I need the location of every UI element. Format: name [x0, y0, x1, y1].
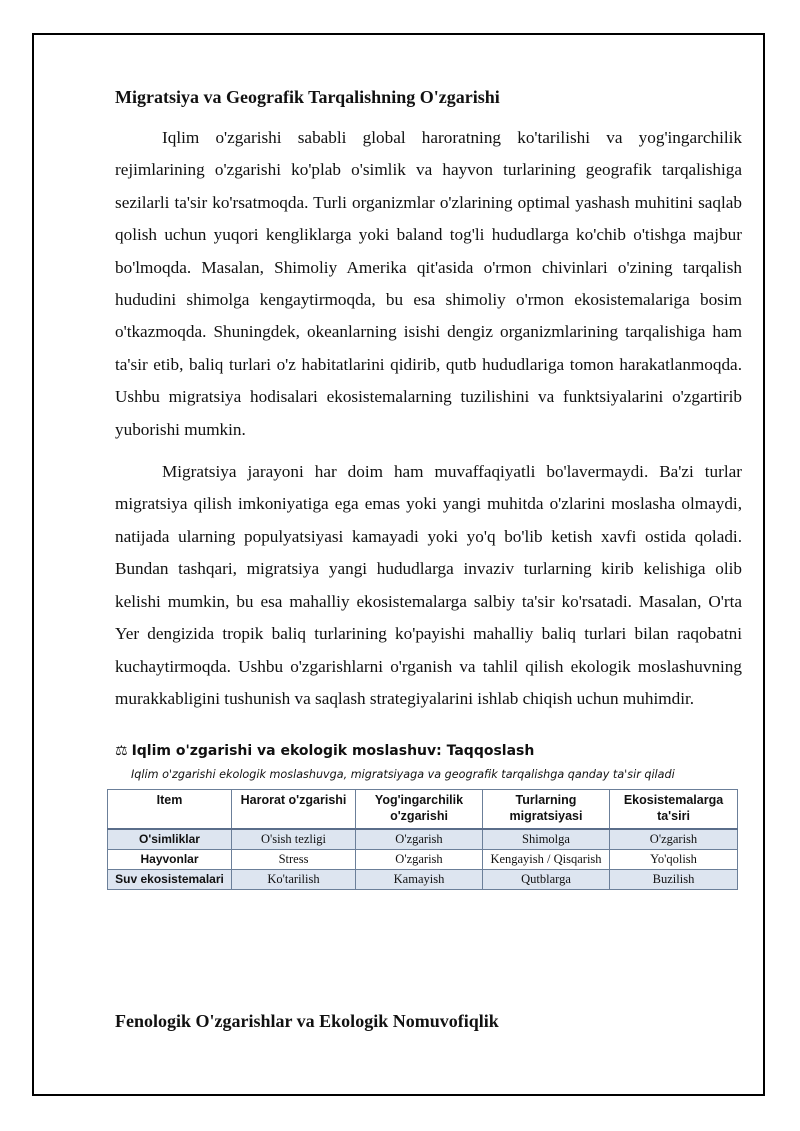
table-header-cell: Harorat o'zgarishi — [232, 790, 356, 830]
table-cell: Stress — [232, 850, 356, 870]
table-cell: O'sish tezligi — [232, 829, 356, 850]
scale-icon: ⚖ — [115, 743, 128, 760]
table-cell: Kamayish — [356, 870, 483, 890]
table-row — [108, 870, 738, 890]
table-cell: O'zgarish — [356, 850, 483, 870]
table-cell: Kengayish / Qisqarish — [483, 850, 610, 870]
table-row-header: O'simliklar — [108, 829, 232, 850]
table-cell: O'zgarish — [610, 829, 738, 850]
table-row-header: Hayvonlar — [108, 850, 232, 870]
table-header-cell: Item — [108, 790, 232, 830]
table-cell: Shimolga — [483, 829, 610, 850]
document-body — [115, 85, 742, 1031]
table-header-row — [108, 790, 738, 830]
table-cell: Buzilish — [610, 870, 738, 890]
paragraph: Iqlim o'zgarishi sababli global haroratning ko'tarilishi va yog'ingarchilik rejimlarining o'zgarishi ko'plab o'simlik va hayvon turlarining geografik tarqalishiga sezilarli ta'sir ko'rsatmoqda. Turli organizmlar o'zlarining optimal yashash muhitini saqlab qolish uchun yuqori kengliklarga yoki baland tog'li hududlarga ko'chib o'tishga majbur bo'lmoqda. Masalan, Shimoliy Amerika qit'asida o'rmon chivinlari o'zining tarqalish hududini shimolga kengaytirmoqda, bu esa shimoliy o'rmon ekosistemalariga bosim o'tkazmoqda. Shuningdek, okeanlarning isishi dengiz organizmlarining tarqalishiga ham ta'sir etib, baliq turlari o'z habitatlarini qidirib, qutb hududlariga tomon harakatlanmoqda. Ushbu migratsiya hodisalari ekosistemalarning tuzilishini va funktsiyalarini o'zgartirib yuborishi mumkin. — [115, 128, 742, 439]
table-header-cell: Turlarning migratsiyasi — [483, 790, 610, 830]
table-cell: O'zgarish — [356, 829, 483, 850]
table-cell: Qutblarga — [483, 870, 610, 890]
table-title — [115, 741, 742, 761]
paragraph: Migratsiya jarayoni har doim ham muvaffaqiyatli bo'lavermaydi. Ba'zi turlar migratsiya qilish imkoniyatiga ega emas yoki yangi muhitda o'zlarini moslasha olmaydi, natijada ularning populyatsiyasi kamayadi yoki yo'q bo'lib ketish xavfi ostida qoladi. Bundan tashqari, migratsiya yangi hududlarga invaziv turlarning kirib kelishiga olib kelishi mumkin, bu esa mahalliy ekosistemalarga salbiy ta'sir ko'rsatadi. Masalan, O'rta Yer dengizida tropik baliq turlarining ko'payishi mahalliy baliq turlari bilan raqobatni kuchaytirmoqda. Ushbu o'zgarishlarni o'rganish va tahlil qilish ekologik moslashuvning murakkabligini tushunish va saqlash strategiyalarini ishlab chiqish uchun muhimdir. — [115, 462, 742, 708]
section-heading: Fenologik O'zgarishlar va Ekologik Nomuvofiqlik — [115, 1011, 499, 1031]
table-caption: Iqlim o'zgarishi ekologik moslashuvga, migratsiyaga va geografik tarqalishga qanday ta'sir qiladi — [131, 768, 675, 782]
table-cell: Ko'tarilish — [232, 870, 356, 890]
table-cell: Yo'qolish — [610, 850, 738, 870]
comparison-table — [107, 789, 738, 890]
table-row — [108, 829, 738, 850]
table-row-header: Suv ekosistemalari — [108, 870, 232, 890]
section-heading: Migratsiya va Geografik Tarqalishning O'zgarishi — [115, 87, 500, 107]
table-row — [108, 850, 738, 870]
table-header-cell: Ekosistemalarga ta'siri — [610, 790, 738, 830]
table-title-text: Iqlim o'zgarishi va ekologik moslashuv: Taqqoslash — [131, 743, 535, 760]
table-header-cell: Yog'ingarchilik o'zgarishi — [356, 790, 483, 830]
